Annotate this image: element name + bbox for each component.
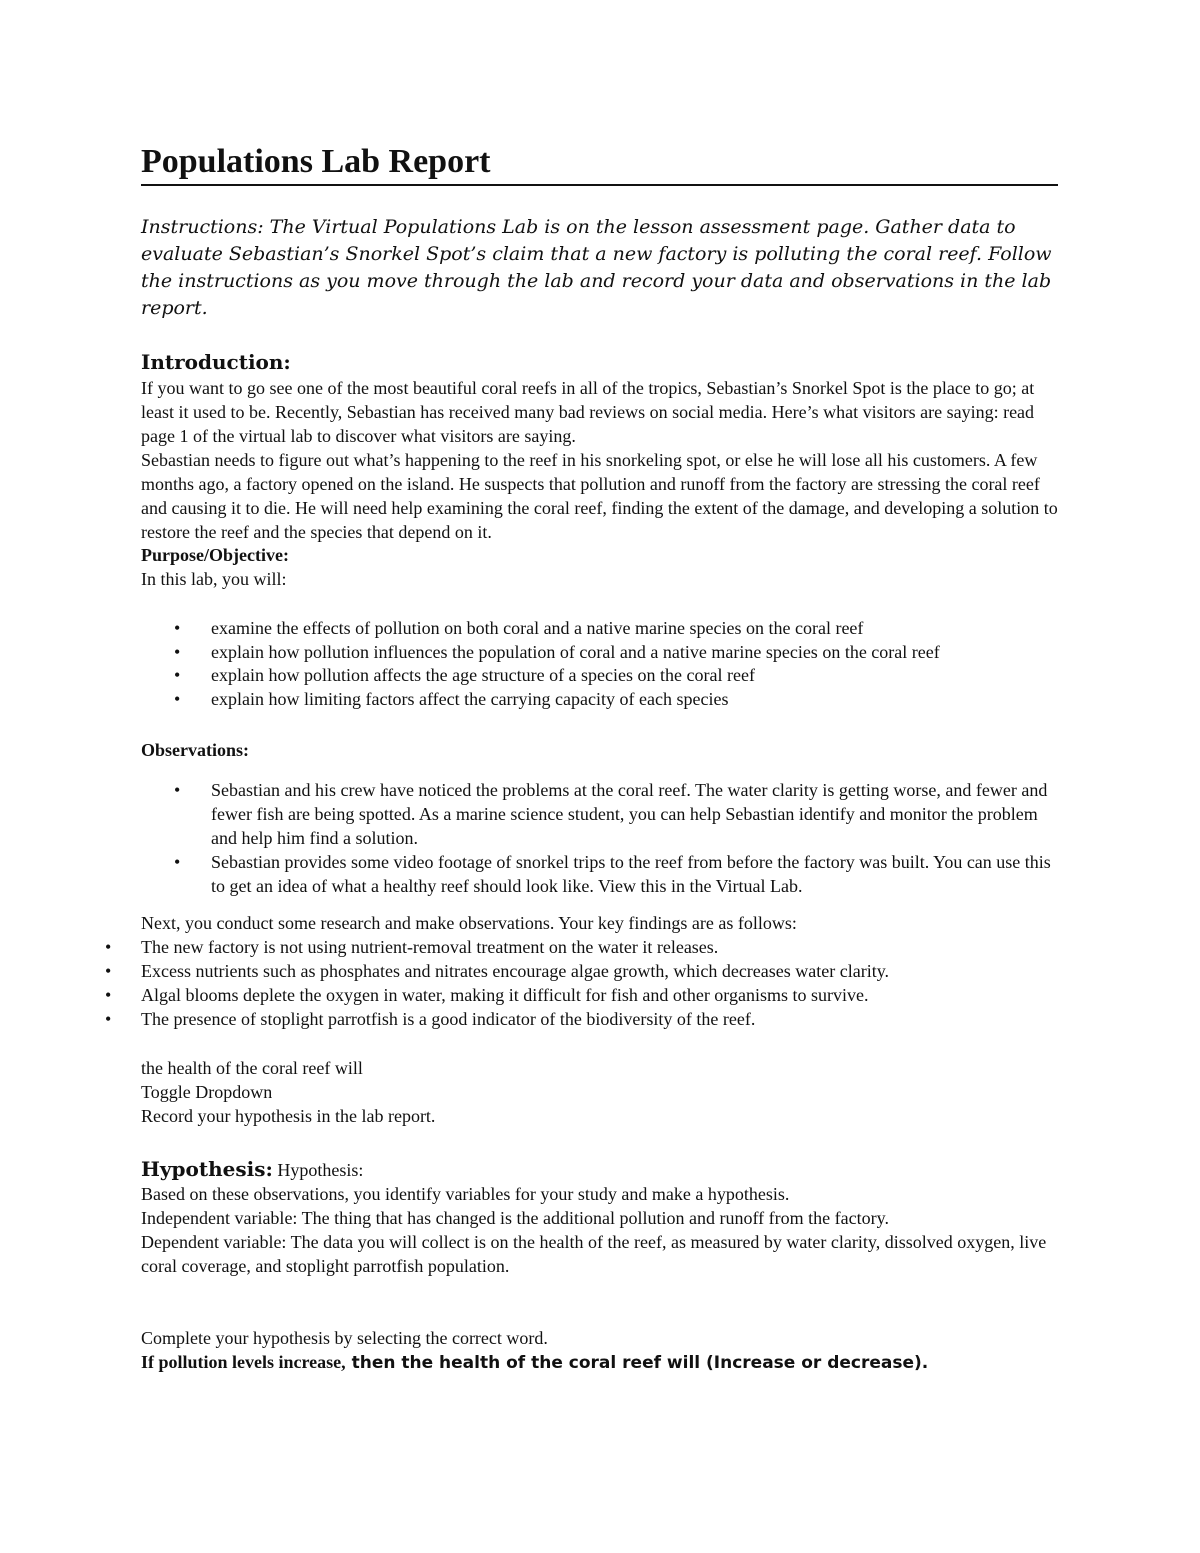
- introduction-heading: Introduction:: [141, 350, 291, 374]
- hypothesis-statement-end: then the health of the coral reef will (Increase or decrease).: [345, 1353, 929, 1373]
- bullet-icon: •: [174, 852, 181, 872]
- list-item: • Sebastian and his crew have noticed the problems at the coral reef. The water clarity is getting worse, and fewer and fewer fish are being spotted. As a marine science student, you can help Sebastian identify and monitor the problem and help him find a solution.: [174, 780, 1048, 848]
- bullet-icon: •: [105, 1009, 112, 1029]
- bullet-icon: •: [105, 961, 112, 981]
- toggle-dropdown-text: Toggle Dropdown: [141, 1082, 273, 1102]
- list-item: • explain how limiting factors affect the carrying capacity of each species: [141, 688, 1066, 712]
- bullet-icon: •: [174, 641, 181, 662]
- introduction-paragraph-2: Sebastian needs to figure out what’s happening to the reef in his snorkeling spot, or else he will lose all his customers. A few months ago, a factory opened on the island. He suspects that pollution and runoff from the factory are stressing the coral reef and causing it to die. He will need help examining the coral reef, finding the extent of the damage, and developing a solution to restore the reef and the species that depend on it.: [141, 450, 1058, 542]
- list-item: • The new factory is not using nutrient-removal treatment on the water it releases.: [105, 937, 719, 957]
- bullet-icon: •: [174, 618, 181, 638]
- findings-list: [105, 935, 1066, 1031]
- observations-heading: Observations:: [141, 740, 249, 760]
- bullet-icon: •: [105, 985, 112, 1005]
- instructions-paragraph: Instructions: The Virtual Populations Lab is on the lesson assessment page. Gather data to evaluate Sebastian’s Snorkel Spot’s claim that a new factory is polluting the coral reef. Follow the instructions as you move through the lab and record your data and observations in the lab report.: [141, 216, 1052, 319]
- research-intro: Next, you conduct some research and make observations. Your key findings are as follows:: [141, 913, 797, 933]
- hypothesis-statement-start: If pollution levels increase,: [141, 1352, 346, 1372]
- list-item: • Excess nutrients such as phosphates and nitrates encourage algae growth, which decreases water clarity.: [105, 961, 890, 981]
- list-item: • examine the effects of pollution on both coral and a native marine species on the coral reef: [141, 617, 1066, 641]
- dropdown-text-block: [141, 1056, 435, 1128]
- observations-list: [141, 778, 1066, 898]
- complete-hypothesis-prompt: Complete your hypothesis by selecting the correct word.: [141, 1328, 548, 1348]
- hypothesis-statement: [141, 1350, 928, 1375]
- bullet-icon: •: [174, 780, 181, 800]
- bullet-icon: •: [105, 937, 112, 957]
- list-item: • explain how pollution influences the population of coral and a native marine species on the coral reef: [141, 641, 1066, 665]
- dependent-variable-line: Dependent variable: The data you will collect is on the health of the reef, as measured by water clarity, dissolved oxygen, live coral coverage, and stoplight parrotfish population.: [141, 1232, 1047, 1276]
- bullet-icon: •: [174, 665, 181, 685]
- list-item: • explain how pollution affects the age structure of a species on the coral reef: [141, 664, 1066, 688]
- independent-variable-line: Independent variable: The thing that has changed is the additional pollution and runoff from the factory.: [141, 1208, 889, 1228]
- introduction-section: [141, 376, 1066, 544]
- list-item: • The presence of stoplight parrotfish is a good indicator of the biodiversity of the reef.: [105, 1009, 756, 1029]
- record-hypothesis-line: Record your hypothesis in the lab report.: [141, 1106, 436, 1126]
- reef-health-line: the health of the coral reef will: [141, 1058, 363, 1078]
- hypothesis-body: [141, 1182, 1066, 1278]
- objectives-list: [141, 617, 1066, 711]
- page-title: Populations Lab Report: [141, 142, 1058, 186]
- hypothesis-heading: Hypothesis:: [141, 1157, 273, 1181]
- hypothesis-line-1: Based on these observations, you identify variables for your study and make a hypothesis.: [141, 1184, 790, 1204]
- hypothesis-label: Hypothesis:: [277, 1160, 364, 1180]
- list-item: • Sebastian provides some video footage of snorkel trips to the reef from before the factory was built. You can use this to get an idea of what a healthy reef should look like. View this in the Virtual Lab.: [174, 852, 1051, 896]
- bullet-icon: •: [174, 688, 181, 709]
- purpose-lead: In this lab, you will:: [141, 569, 287, 589]
- hypothesis-heading-line: [141, 1155, 363, 1184]
- list-item: • Algal blooms deplete the oxygen in water, making it difficult for fish and other organisms to survive.: [105, 985, 869, 1005]
- purpose-heading: Purpose/Objective:: [141, 545, 289, 565]
- introduction-paragraph-1: If you want to go see one of the most beautiful coral reefs in all of the tropics, Sebastian’s Snorkel Spot is the place to go; at least it used to be. Recently, Sebastian has received many bad reviews on social media. Here’s what visitors are saying: read page 1 of the virtual lab to discover what visitors are saying.: [141, 378, 1035, 446]
